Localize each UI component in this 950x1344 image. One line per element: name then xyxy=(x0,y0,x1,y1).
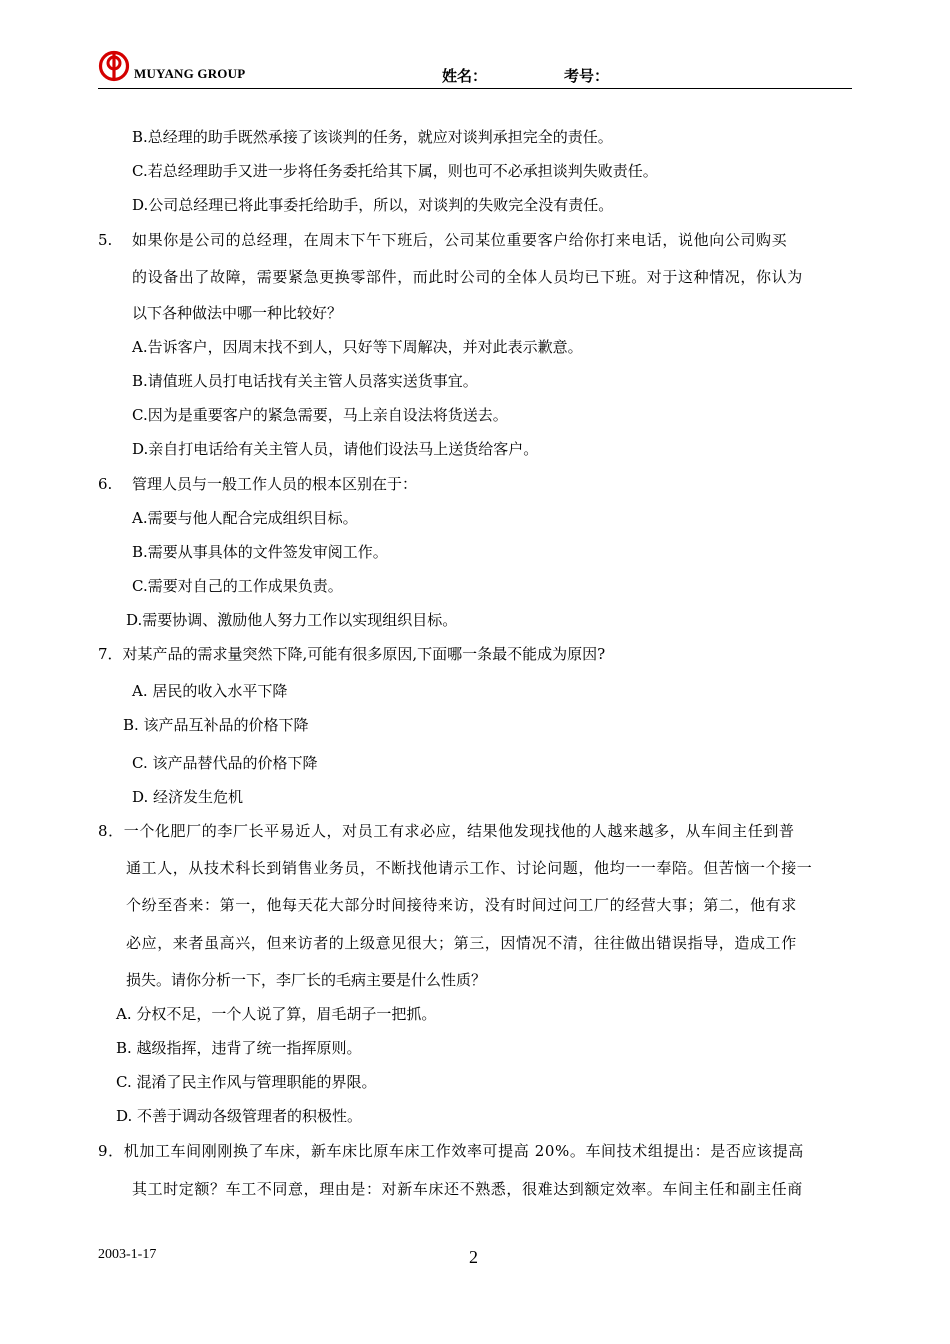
page-header xyxy=(98,50,852,89)
q8-option-b: B. 越级指挥，违背了统一指挥原则。 xyxy=(116,1039,362,1057)
q6-number: 6. xyxy=(98,475,113,493)
q5-option-b: B.请值班人员打电话找有关主管人员落实送货事宜。 xyxy=(132,372,478,390)
q9-text-line-2: 其工时定额？车工不同意，理由是：对新车床还不熟悉，很难达到额定效率。车间主任和副主任商 xyxy=(132,1180,803,1198)
q8-text-line-4: 必应，来者虽高兴，但来访者的上级意见很大；第三，因情况不清，往往做出错误指导，造成工作 xyxy=(126,934,797,952)
q8-option-d: D. 不善于调动各级管理者的积极性。 xyxy=(116,1107,363,1125)
q6-option-a: A.需要与他人配合完成组织目标。 xyxy=(132,509,358,527)
q7-option-a: A. 居民的收入水平下降 xyxy=(132,682,288,700)
q6-text: 管理人员与一般工作人员的根本区别在于： xyxy=(132,475,418,493)
q6-option-c: C.需要对自己的工作成果负责。 xyxy=(132,577,343,595)
q8-option-a: A. 分权不足，一个人说了算，眉毛胡子一把抓。 xyxy=(116,1005,437,1023)
q5-option-c: C.因为是重要客户的紧急需要，马上亲自设法将货送去。 xyxy=(132,406,508,424)
q8-text-line-5: 损失。请你分析一下，李厂长的毛病主要是什么性质？ xyxy=(126,971,487,989)
q7-text: 7．对某产品的需求量突然下降,可能有很多原因,下面哪一条最不能成为原因? xyxy=(98,645,606,663)
q8-text-line-2: 通工人，从技术科长到销售业务员，不断找他请示工作、讨论问题，他均一一奉陪。但苦恼一个接一 xyxy=(126,859,813,877)
q4-option-b: B.总经理的助手既然承接了该谈判的任务，就应对谈判承担完全的责任。 xyxy=(132,128,613,146)
q5-text-line-1: 如果你是公司的总经理，在周末下午下班后，公司某位重要客户给你打来电话，说他向公司购买 xyxy=(132,231,788,249)
q7-option-d: D. 经济发生危机 xyxy=(132,788,244,806)
q8-option-c: C. 混淆了民主作风与管理职能的界限。 xyxy=(116,1073,377,1091)
q5-text-line-2: 的设备出了故障，需要紧急更换零部件，而此时公司的全体人员均已下班。对于这种情况，你认为 xyxy=(132,268,803,286)
q9-text-line-1: 9．机加工车间刚刚换了车床，新车床比原车床工作效率可提高 20%。车间技术组提出：是否应该提高 xyxy=(98,1142,804,1160)
brand-name: MUYANG GROUP xyxy=(134,66,246,81)
q7-option-b: B. 该产品互补品的价格下降 xyxy=(123,716,309,734)
q6-option-d: D.需要协调、激励他人努力工作以实现组织目标。 xyxy=(126,611,458,629)
exam-number-label: 考号： xyxy=(564,67,610,85)
muyang-logo-icon xyxy=(98,50,130,82)
q6-option-b: B.需要从事具体的文件签发审阅工作。 xyxy=(132,543,388,561)
q8-text-line-1: 8．一个化肥厂的李厂长平易近人，对员工有求必应，结果他发现找他的人越来越多，从车间主任到普 xyxy=(98,822,795,840)
q8-text-line-3: 个纷至沓来：第一，他每天花大部分时间接待来访，没有时间过问工厂的经营大事；第二，他有求 xyxy=(126,896,797,914)
q5-option-a: A.告诉客户，因周末找不到人，只好等下周解决，并对此表示歉意。 xyxy=(132,338,583,356)
name-label: 姓名： xyxy=(442,67,488,85)
q4-option-c: C.若总经理助手又进一步将任务委托给其下属，则也可不必承担谈判失败责任。 xyxy=(132,162,658,180)
q4-option-d: D.公司总经理已将此事委托给助手，所以，对谈判的失败完全没有责任。 xyxy=(132,196,614,214)
footer-date: 2003-1-17 xyxy=(98,1247,157,1262)
q5-number: 5. xyxy=(98,231,113,249)
q5-option-d: D.亲自打电话给有关主管人员，请他们设法马上送货给客户。 xyxy=(132,440,539,458)
page-number: 2 xyxy=(469,1247,478,1267)
q7-option-c: C. 该产品替代品的价格下降 xyxy=(132,754,318,772)
q5-text-line-3: 以下各种做法中哪一种比较好？ xyxy=(132,304,343,322)
